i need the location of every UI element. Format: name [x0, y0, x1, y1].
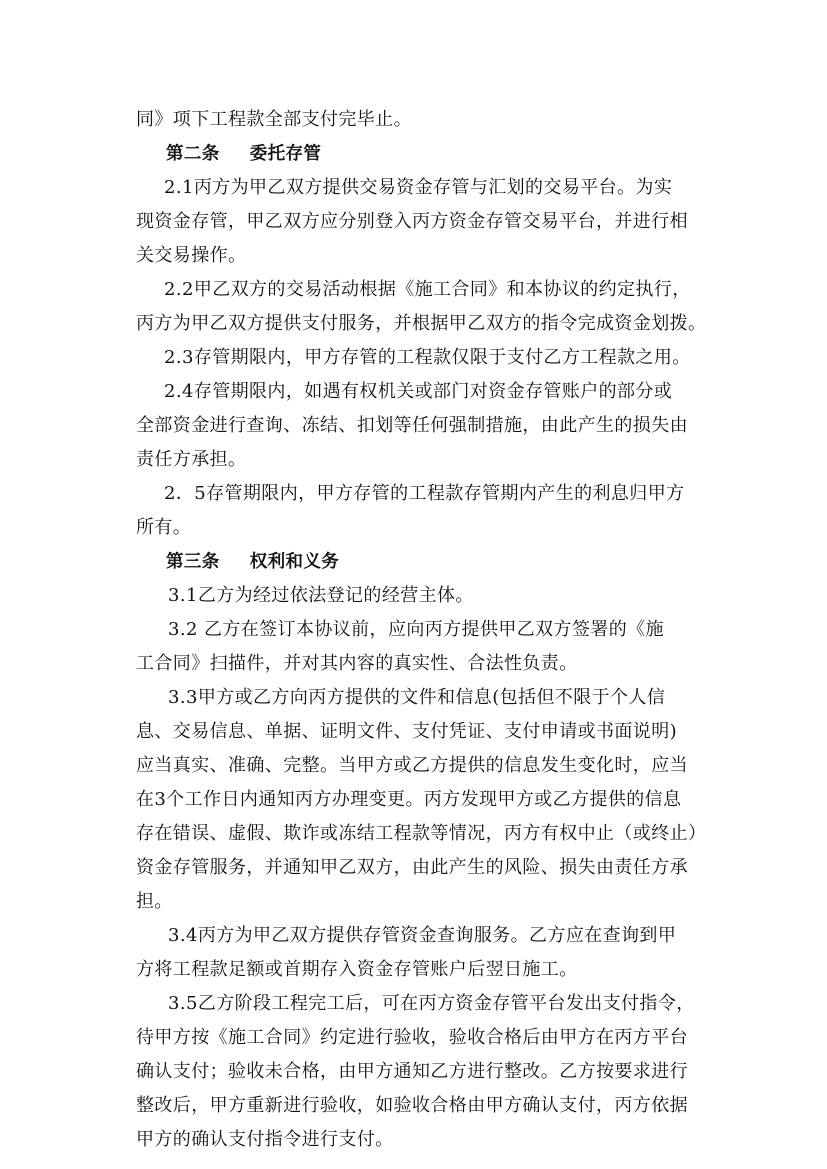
clause-3-3-line: 3.3甲方或乙方向丙方提供的文件和信息(包括但不限于个人信: [168, 687, 666, 708]
document-body: [136, 103, 707, 1157]
paragraph-line: 方将工程款足额或首期存入资金存管账户后翌日施工。: [136, 959, 578, 980]
clause-2-1-line: 2.1丙方为甲乙双方提供交易资金存管与汇划的交易平台。为实: [164, 177, 673, 198]
paragraph-line: 应当真实、准确、完整。当甲方或乙方提供的信息发生变化时，应当: [136, 755, 688, 776]
article-title: 权利和义务: [249, 552, 340, 572]
paragraph-line: 同》项下工程款全部支付完毕止。: [136, 109, 412, 130]
paragraph-line: 存在错误、虚假、欺诈或冻结工程款等情况，丙方有权中止（或终止）: [136, 823, 707, 844]
clause-3-4-line: 3.4丙方为甲乙双方提供存管资金查询服务。乙方应在查询到甲: [168, 925, 677, 946]
paragraph-line: 全部资金进行查询、冻结、扣划等任何强制措施，由此产生的损失由: [136, 415, 688, 436]
clause-2-3-line: 2.3存管期限内，甲方存管的工程款仅限于支付乙方工程款之用。: [164, 347, 691, 368]
article-number: 第二条: [166, 144, 220, 164]
paragraph-line: 整改后，甲方重新进行验收，如验收合格由甲方确认支付，丙方依据: [136, 1095, 688, 1116]
clause-2-5-line: 2．5存管期限内，甲方存管的工程款存管期内产生的利息归甲方: [164, 483, 685, 504]
paragraph-line: 丙方为甲乙双方提供支付服务，并根据甲乙双方的指令完成资金划拨。: [136, 313, 707, 334]
paragraph-line: 工合同》扫描件，并对其内容的真实性、合法性负责。: [136, 653, 578, 674]
paragraph-line: 担。: [136, 891, 173, 912]
paragraph-line: 甲方的确认支付指令进行支付。: [136, 1129, 394, 1150]
article-3-heading: [136, 545, 702, 579]
paragraph-line: 所有。: [136, 517, 192, 538]
paragraph-line: 资金存管服务，并通知甲乙双方，由此产生的风险、损失由责任方承: [136, 857, 688, 878]
clause-3-1-line: 3.1乙方为经过依法登记的经营主体。: [168, 585, 474, 606]
paragraph-line: 在3个工作日内通知丙方办理变更。丙方发现甲方或乙方提供的信息: [136, 789, 682, 810]
paragraph-line: 关交易操作。: [136, 245, 247, 266]
paragraph-line: 待甲方按《施工合同》约定进行验收，验收合格后由甲方在丙方平台: [136, 1027, 688, 1048]
article-2-heading: [136, 137, 702, 171]
paragraph-line: 责任方承担。: [136, 449, 247, 470]
paragraph-line: 确认支付；验收未合格，由甲方通知乙方进行整改。乙方按要求进行: [136, 1061, 688, 1082]
article-title: 委托存管: [249, 144, 322, 164]
clause-3-2-line: 3.2 乙方在签订本协议前，应向丙方提供甲乙双方签署的《施: [168, 619, 664, 640]
clause-2-4-line: 2.4存管期限内，如遇有权机关或部门对资金存管账户的部分或: [164, 381, 673, 402]
clause-3-5-line: 3.5乙方阶段工程完工后，可在丙方资金存管平台发出支付指令，: [168, 993, 695, 1014]
paragraph-line: 现资金存管，甲乙双方应分别登入丙方资金存管交易平台，并进行相: [136, 211, 688, 232]
paragraph-line: 息、交易信息、单据、证明文件、支付凭证、支付申请或书面说明): [136, 721, 678, 742]
clause-2-2-line: 2.2甲乙双方的交易活动根据《施工合同》和本协议的约定执行，: [164, 279, 691, 300]
article-number: 第三条: [166, 552, 220, 572]
